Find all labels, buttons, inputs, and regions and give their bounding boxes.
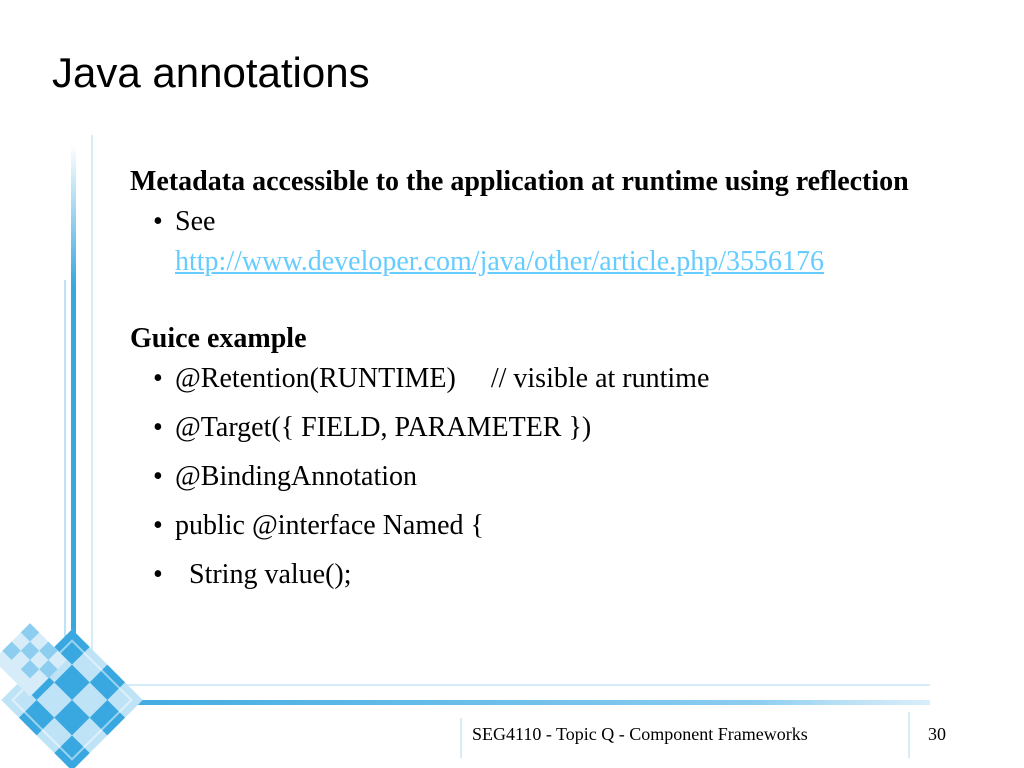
- article-link[interactable]: http://www.developer.com/java/other/article.php/3556176: [175, 246, 825, 277]
- slide-title: Java annotations: [52, 49, 370, 96]
- section-heading-guice: Guice example: [130, 323, 307, 354]
- bullet-target: [153, 408, 990, 448]
- bullet-dot: •: [153, 363, 163, 394]
- bullet-binding-annotation: [153, 457, 990, 497]
- bullet-text: @Target({ FIELD, PARAMETER }): [175, 412, 592, 443]
- spacer: [130, 291, 990, 319]
- section-heading-metadata: Metadata accessible to the application at runtime using reflection: [130, 166, 909, 197]
- see-label: See: [175, 206, 216, 237]
- page-number: 30: [928, 724, 946, 744]
- bullet-text: @BindingAnnotation: [175, 461, 418, 492]
- footer-divider-left: [460, 718, 462, 758]
- bullet-text: @Retention(RUNTIME) // visible at runtime: [175, 363, 710, 394]
- bullet-dot: •: [153, 412, 163, 443]
- bullet-dot: •: [153, 559, 163, 590]
- bullet-dot: •: [153, 461, 163, 492]
- bullet-interface-named: [153, 506, 990, 546]
- bullet-text: [175, 202, 990, 282]
- bullet-see-link: [153, 202, 990, 282]
- vertical-rule-thin: [91, 135, 93, 705]
- slide-body: [130, 162, 990, 604]
- bullet-text: String value();: [175, 559, 352, 590]
- footer-course-title: SEG4110 - Topic Q - Component Frameworks: [472, 724, 808, 744]
- bullet-text: public @interface Named {: [175, 510, 484, 541]
- bullet-retention: [153, 359, 990, 399]
- horizontal-rule-bold: [60, 700, 930, 705]
- bullet-dot: •: [153, 510, 163, 541]
- horizontal-rule-thin: [100, 684, 930, 686]
- vertical-rule-bold: [71, 145, 76, 705]
- footer-divider-right: [908, 712, 910, 758]
- bullet-dot: •: [153, 206, 163, 237]
- bullet-string-value: [153, 555, 990, 595]
